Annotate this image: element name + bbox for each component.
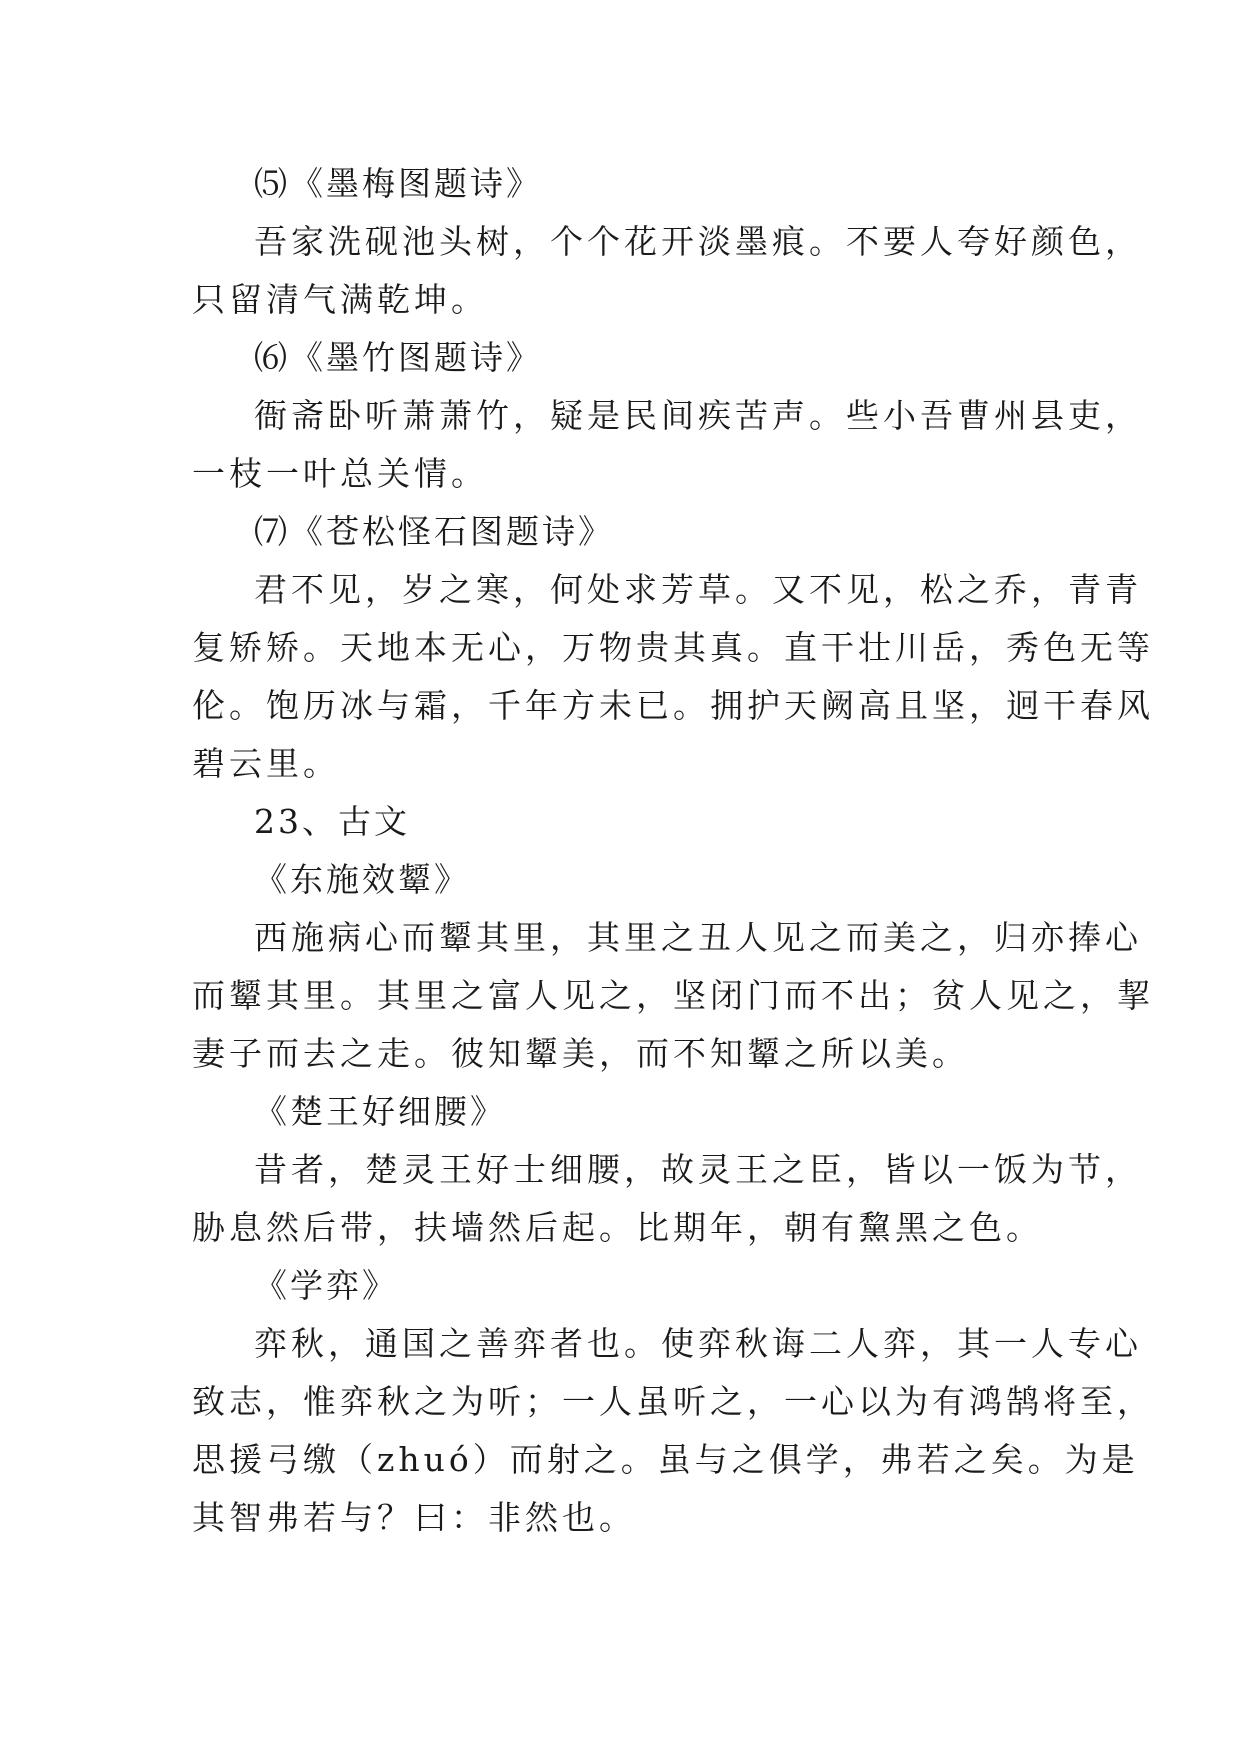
poem-heading: ⑺《苍松怪石图题诗》: [254, 512, 614, 551]
paragraph-line: 胁息然后带，扶墙然后起。比期年，朝有黧黑之色。: [192, 1208, 1043, 1247]
paragraph-line: 妻子而去之走。彼知颦美，而不知颦之所以美。: [192, 1034, 969, 1073]
poem-heading: ⑸《墨梅图题诗》: [254, 164, 542, 203]
document-body: [192, 155, 1154, 1547]
text-title: 《东施效颦》: [254, 860, 470, 899]
paragraph-first-line: 弈秋，通国之善弈者也。使弈秋诲二人弈，其一人专心: [254, 1324, 1142, 1363]
paragraph-first-line: 衙斋卧听萧萧竹，疑是民间疾苦声。些小吾曹州县吏，: [254, 396, 1142, 435]
paragraph-line: 致志，惟弈秋之为听；一人虽听之，一心以为有鸿鹄将至，: [192, 1382, 1154, 1421]
paragraph-line: 只留清气满乾坤。: [192, 280, 488, 319]
text-title: 《楚王好细腰》: [254, 1092, 506, 1131]
paragraph-line: 一枝一叶总关情。: [192, 454, 488, 493]
section-heading: 23、古文: [254, 802, 410, 841]
paragraph-first-line: 君不见，岁之寒，何处求芳草。又不见，松之乔，青青: [254, 570, 1142, 609]
paragraph-line: 伦。饱历冰与霜，千年方未已。拥护天阙高且坚，迥干春风: [192, 686, 1154, 725]
poem-heading: ⑹《墨竹图题诗》: [254, 338, 542, 377]
paragraph-first-line: 西施病心而颦其里，其里之丑人见之而美之，归亦捧心: [254, 918, 1142, 957]
paragraph-first-line: 吾家洗砚池头树，个个花开淡墨痕。不要人夸好颜色，: [254, 222, 1142, 261]
paragraph-line: 其智弗若与？曰：非然也。: [192, 1498, 636, 1537]
paragraph-line: 而颦其里。其里之富人见之，坚闭门而不出；贫人见之，挈: [192, 976, 1154, 1015]
paragraph-first-line: 昔者，楚灵王好士细腰，故灵王之臣，皆以一饭为节，: [254, 1150, 1142, 1189]
text-title: 《学弈》: [254, 1266, 398, 1305]
paragraph-line: 复矫矫。天地本无心，万物贵其真。直干壮川岳，秀色无等: [192, 628, 1154, 667]
paragraph-line: 思援弓缴（zhuó）而射之。虽与之俱学，弗若之矣。为是: [192, 1440, 1139, 1479]
paragraph-line: 碧云里。: [192, 744, 340, 783]
